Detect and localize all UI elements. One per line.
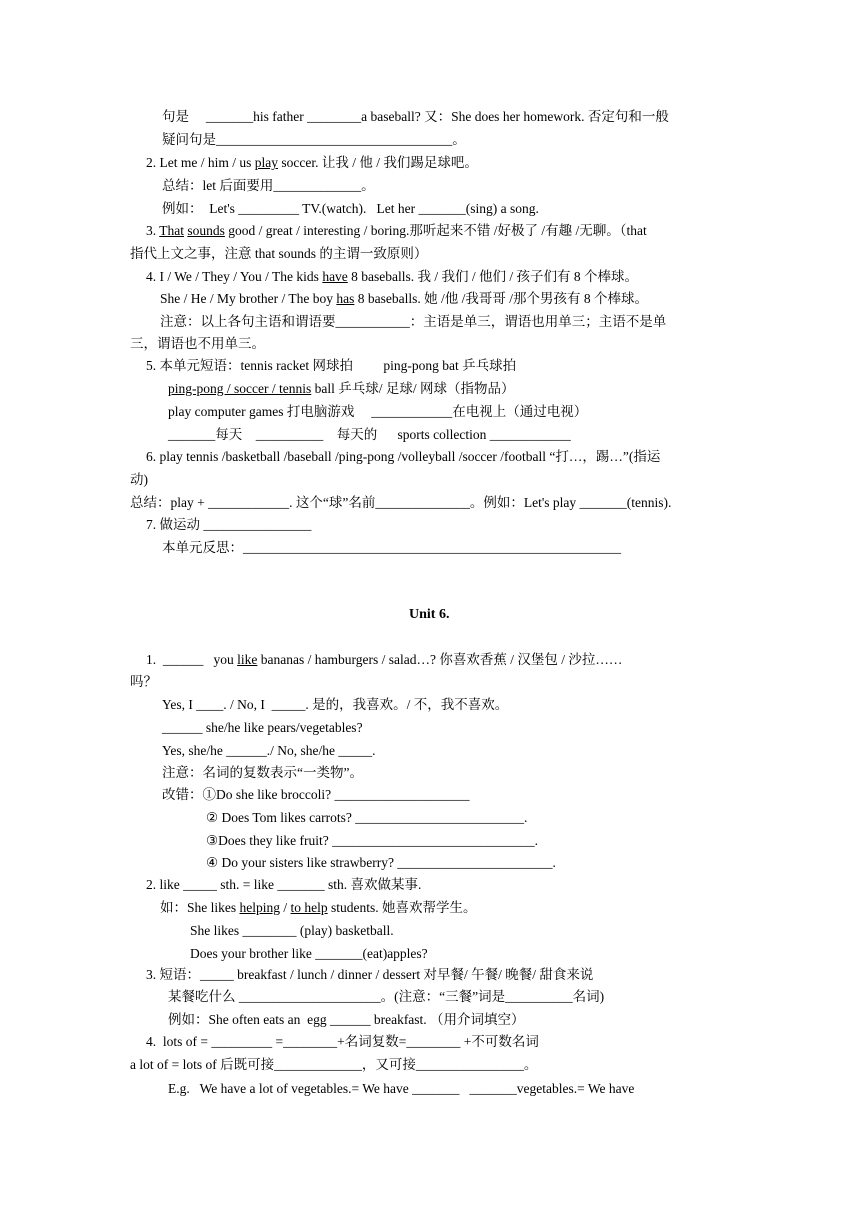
text-line: 3. 短语：_____ breakfast / lunch / dinner / dessert 对早餐/ 午餐/ 晚餐/ 甜食来说: [146, 967, 594, 982]
text-line: 句是 _______his father ________a baseball? 又：She does her homework. 否定句和一般: [162, 109, 669, 124]
text-line: ② Does Tom likes carrots? _________________________.: [206, 810, 528, 825]
text-line: 如：She likes helping / to help students. 她喜欢帮学生。: [160, 900, 477, 915]
text-line: 总结：play + ____________. 这个“球”名前______________。例如：Let's play _______(tennis).: [130, 495, 672, 510]
text-line: play computer games 打电脑游戏 ____________在电视上（通过电视）: [168, 404, 588, 419]
text-line: 例如：She often eats an egg ______ breakfast. （用介词填空）: [168, 1012, 525, 1027]
text-line: ______ she/he like pears/vegetables?: [162, 720, 363, 735]
text-line: 动): [130, 472, 148, 487]
text-line: a lot of = lots of 后既可接_____________，又可接________________。: [130, 1057, 538, 1072]
text-line: 1. ______ you like bananas / hamburgers / salad…? 你喜欢香蕉 / 汉堡包 / 沙拉……: [146, 652, 623, 667]
text-line: 某餐吃什么 _____________________。(注意：“三餐”词是__________名词): [168, 989, 605, 1004]
text-line: 三，谓语也不用单三。: [130, 336, 265, 351]
text-line: ping-pong / soccer / tennis ball 乒乓球/ 足球/ 网球（指物品）: [168, 381, 515, 396]
text-line: _______每天 __________ 每天的 sports collection ____________: [168, 427, 571, 442]
text-line: 3. That sounds good / great / interesting / boring.那听起来不错 /好极了 /有趣 /无聊。（that: [146, 223, 647, 238]
text-line: Does your brother like _______(eat)apples?: [190, 946, 428, 961]
text-line: She / He / My brother / The boy has 8 baseballs. 她 /他 /我哥哥 /那个男孩有 8 个棒球。: [160, 291, 648, 306]
text-line: 注意：名词的复数表示“一类物”。: [162, 765, 363, 780]
text-line: 本单元反思：________________________________________________________: [162, 540, 621, 555]
text-line: She likes ________ (play) basketball.: [190, 923, 394, 938]
text-line: Yes, she/he ______./ No, she/he _____.: [162, 743, 376, 758]
text-line: 6. play tennis /basketball /baseball /ping-pong /volleyball /soccer /football “打…，踢…”(指运: [146, 449, 661, 464]
text-line: ③Does they like fruit? ______________________________.: [206, 833, 538, 848]
text-line: 4. lots of = _________ =________+名词复数=________ +不可数名词: [146, 1034, 539, 1049]
unit-title: Unit 6.: [409, 607, 450, 622]
text-line: Yes, I ____. / No, I _____. 是的，我喜欢。/ 不，我不喜欢。: [162, 697, 509, 712]
text-line: ④ Do your sisters like strawberry? _______________________.: [206, 855, 556, 870]
text-line: 疑问句是___________________________________。: [162, 132, 466, 147]
text-line: 4. I / We / They / You / The kids have 8 baseballs. 我 / 我们 / 他们 / 孩子们有 8 个棒球。: [146, 269, 639, 284]
text-line: 总结：let 后面要用_____________。: [162, 178, 375, 193]
text-line: 改错：①Do she like broccoli? ____________________: [162, 787, 470, 802]
text-line: 注意：以上各句主语和谓语要___________：主语是单三，谓语也用单三；主语不是单: [160, 314, 667, 329]
text-line: E.g. We have a lot of vegetables.= We have _______ _______vegetables.= We have: [168, 1081, 635, 1096]
text-line: 5. 本单元短语：tennis racket 网球拍 ping-pong bat 乒乓球拍: [146, 358, 517, 373]
text-line: 例如： Let's _________ TV.(watch). Let her _______(sing) a song.: [162, 201, 539, 216]
text-line: 2. like _____ sth. = like _______ sth. 喜欢做某事.: [146, 877, 422, 892]
text-line: 2. Let me / him / us play soccer. 让我 / 他 / 我们踢足球吧。: [146, 155, 478, 170]
text-line: 吗？: [130, 674, 157, 689]
text-line: 7. 做运动 ________________: [146, 517, 312, 532]
text-line: 指代上文之事，注意 that sounds 的主谓一致原则）: [130, 246, 428, 261]
